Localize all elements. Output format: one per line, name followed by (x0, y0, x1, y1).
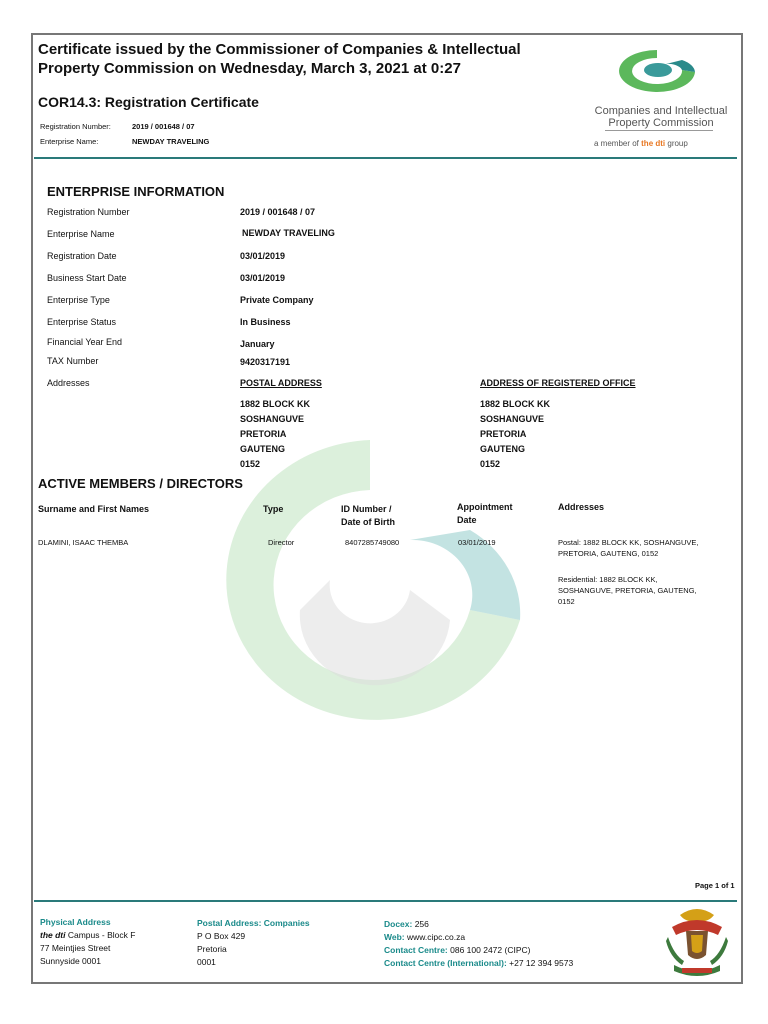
member-res-line1: Residential: 1882 BLOCK KK, (558, 575, 658, 584)
col-type-header: Type (263, 504, 284, 514)
logo-divider (605, 130, 713, 131)
header-divider (34, 157, 737, 159)
cipc-watermark-icon (180, 420, 560, 720)
physical-brand: the dti (40, 930, 66, 940)
col-addresses-header: Addresses (558, 502, 605, 512)
physical-address-line2: 77 Meintjies Street (40, 943, 111, 953)
intl-contact-value: +27 12 394 9573 (506, 958, 574, 968)
docex-line (384, 918, 429, 930)
physical-line1-rest: Campus - Block F (65, 930, 136, 940)
physical-address-line1 (40, 929, 135, 941)
row-value: January (240, 339, 275, 349)
row-label: Registration Number (47, 207, 130, 217)
member-postal-line2: PRETORIA, GAUTENG, 0152 (558, 549, 659, 558)
docex-label: Docex: (384, 919, 413, 929)
row-value: In Business (240, 317, 291, 327)
registered-line: GAUTENG (480, 444, 525, 454)
row-value: 2019 / 001648 / 07 (240, 207, 316, 217)
addresses-label: Addresses (47, 378, 90, 388)
docex-value: 256 (412, 919, 429, 929)
footer-postal-line3: 0001 (197, 957, 216, 967)
contact-label: Contact Centre: (384, 945, 448, 955)
logo-member-line (594, 139, 688, 148)
coat-of-arms-icon (658, 905, 736, 981)
registered-line: 0152 (480, 459, 501, 469)
member-suffix: group (665, 139, 688, 148)
col-appt-header-line1: Appointment (457, 502, 513, 512)
postal-line: PRETORIA (240, 429, 287, 439)
col-name-header: Surname and First Names (38, 504, 150, 514)
web-link[interactable]: www.cipc.co.za (404, 932, 466, 942)
logo-line2: Property Commission (608, 117, 714, 129)
member-res-line3: 0152 (558, 597, 575, 606)
footer-postal-line1: P O Box 429 (197, 931, 246, 941)
web-line[interactable] (384, 931, 465, 943)
certificate-title-line2: Property Commission on Wednesday, March 3, 2021 at 0:27 (38, 60, 461, 77)
postal-address-heading: POSTAL ADDRESS (240, 378, 322, 388)
physical-address-heading: Physical Address (40, 917, 111, 927)
row-label: Enterprise Type (47, 295, 110, 305)
row-value: 03/01/2019 (240, 251, 286, 261)
member-id: 8407285749080 (345, 538, 400, 547)
intl-contact-label: Contact Centre (International): (384, 958, 507, 968)
row-label: Enterprise Status (47, 317, 117, 327)
row-value: Private Company (240, 295, 314, 305)
col-id-header-line1: ID Number / (341, 504, 392, 514)
row-label: Financial Year End (47, 337, 123, 347)
registered-office-heading: ADDRESS OF REGISTERED OFFICE (480, 378, 636, 388)
member-brand: the dti (641, 139, 666, 148)
members-section-title: ACTIVE MEMBERS / DIRECTORS (38, 476, 243, 491)
row-label: TAX Number (47, 356, 99, 366)
col-id-header-line2: Date of Birth (341, 517, 395, 527)
page-number: Page 1 of 1 (695, 881, 735, 890)
member-type: Director (268, 538, 295, 547)
registered-line: PRETORIA (480, 429, 527, 439)
enterprise-section-title: ENTERPRISE INFORMATION (47, 184, 225, 199)
logo-line1: Companies and Intellectual (594, 105, 728, 117)
postal-line: GAUTENG (240, 444, 285, 454)
row-value: 9420317191 (240, 357, 291, 367)
registered-line: 1882 BLOCK KK (480, 399, 551, 409)
member-res-line2: SOSHANGUVE, PRETORIA, GAUTENG, (558, 586, 697, 595)
col-appt-header-line2: Date (457, 515, 477, 525)
footer-postal-line2: Pretoria (197, 944, 227, 954)
row-value: NEWDAY TRAVELING (242, 228, 335, 238)
intl-contact-line (384, 957, 573, 969)
row-label: Business Start Date (47, 273, 127, 283)
postal-line: 0152 (240, 459, 261, 469)
enterprise-name-label: Enterprise Name: (40, 137, 99, 146)
postal-companies-heading: Postal Address: Companies (197, 918, 310, 928)
postal-line: 1882 BLOCK KK (240, 399, 311, 409)
postal-line: SOSHANGUVE (240, 414, 305, 424)
reg-number-value: 2019 / 001648 / 07 (132, 122, 195, 131)
member-postal-line1: Postal: 1882 BLOCK KK, SOSHANGUVE, (558, 538, 699, 547)
footer-divider (34, 900, 737, 902)
member-name: DLAMINI, ISAAC THEMBA (38, 538, 129, 547)
certificate-title-line1: Certificate issued by the Commissioner of Companies & Intellectual (38, 41, 521, 58)
contact-line (384, 944, 530, 956)
registered-line: SOSHANGUVE (480, 414, 545, 424)
contact-value: 086 100 2472 (CIPC) (447, 945, 531, 955)
member-prefix: a member of (594, 139, 642, 148)
row-label: Enterprise Name (47, 229, 115, 239)
member-appointment: 03/01/2019 (458, 538, 496, 547)
enterprise-name-value: NEWDAY TRAVELING (132, 137, 210, 146)
cipc-logo-icon (616, 46, 698, 94)
physical-address-line3: Sunnyside 0001 (40, 956, 101, 966)
row-label: Registration Date (47, 251, 117, 261)
web-label: Web: (384, 932, 405, 942)
reg-number-label: Registration Number: (40, 122, 111, 131)
row-value: 03/01/2019 (240, 273, 286, 283)
cor-title: COR14.3: Registration Certificate (38, 94, 259, 110)
